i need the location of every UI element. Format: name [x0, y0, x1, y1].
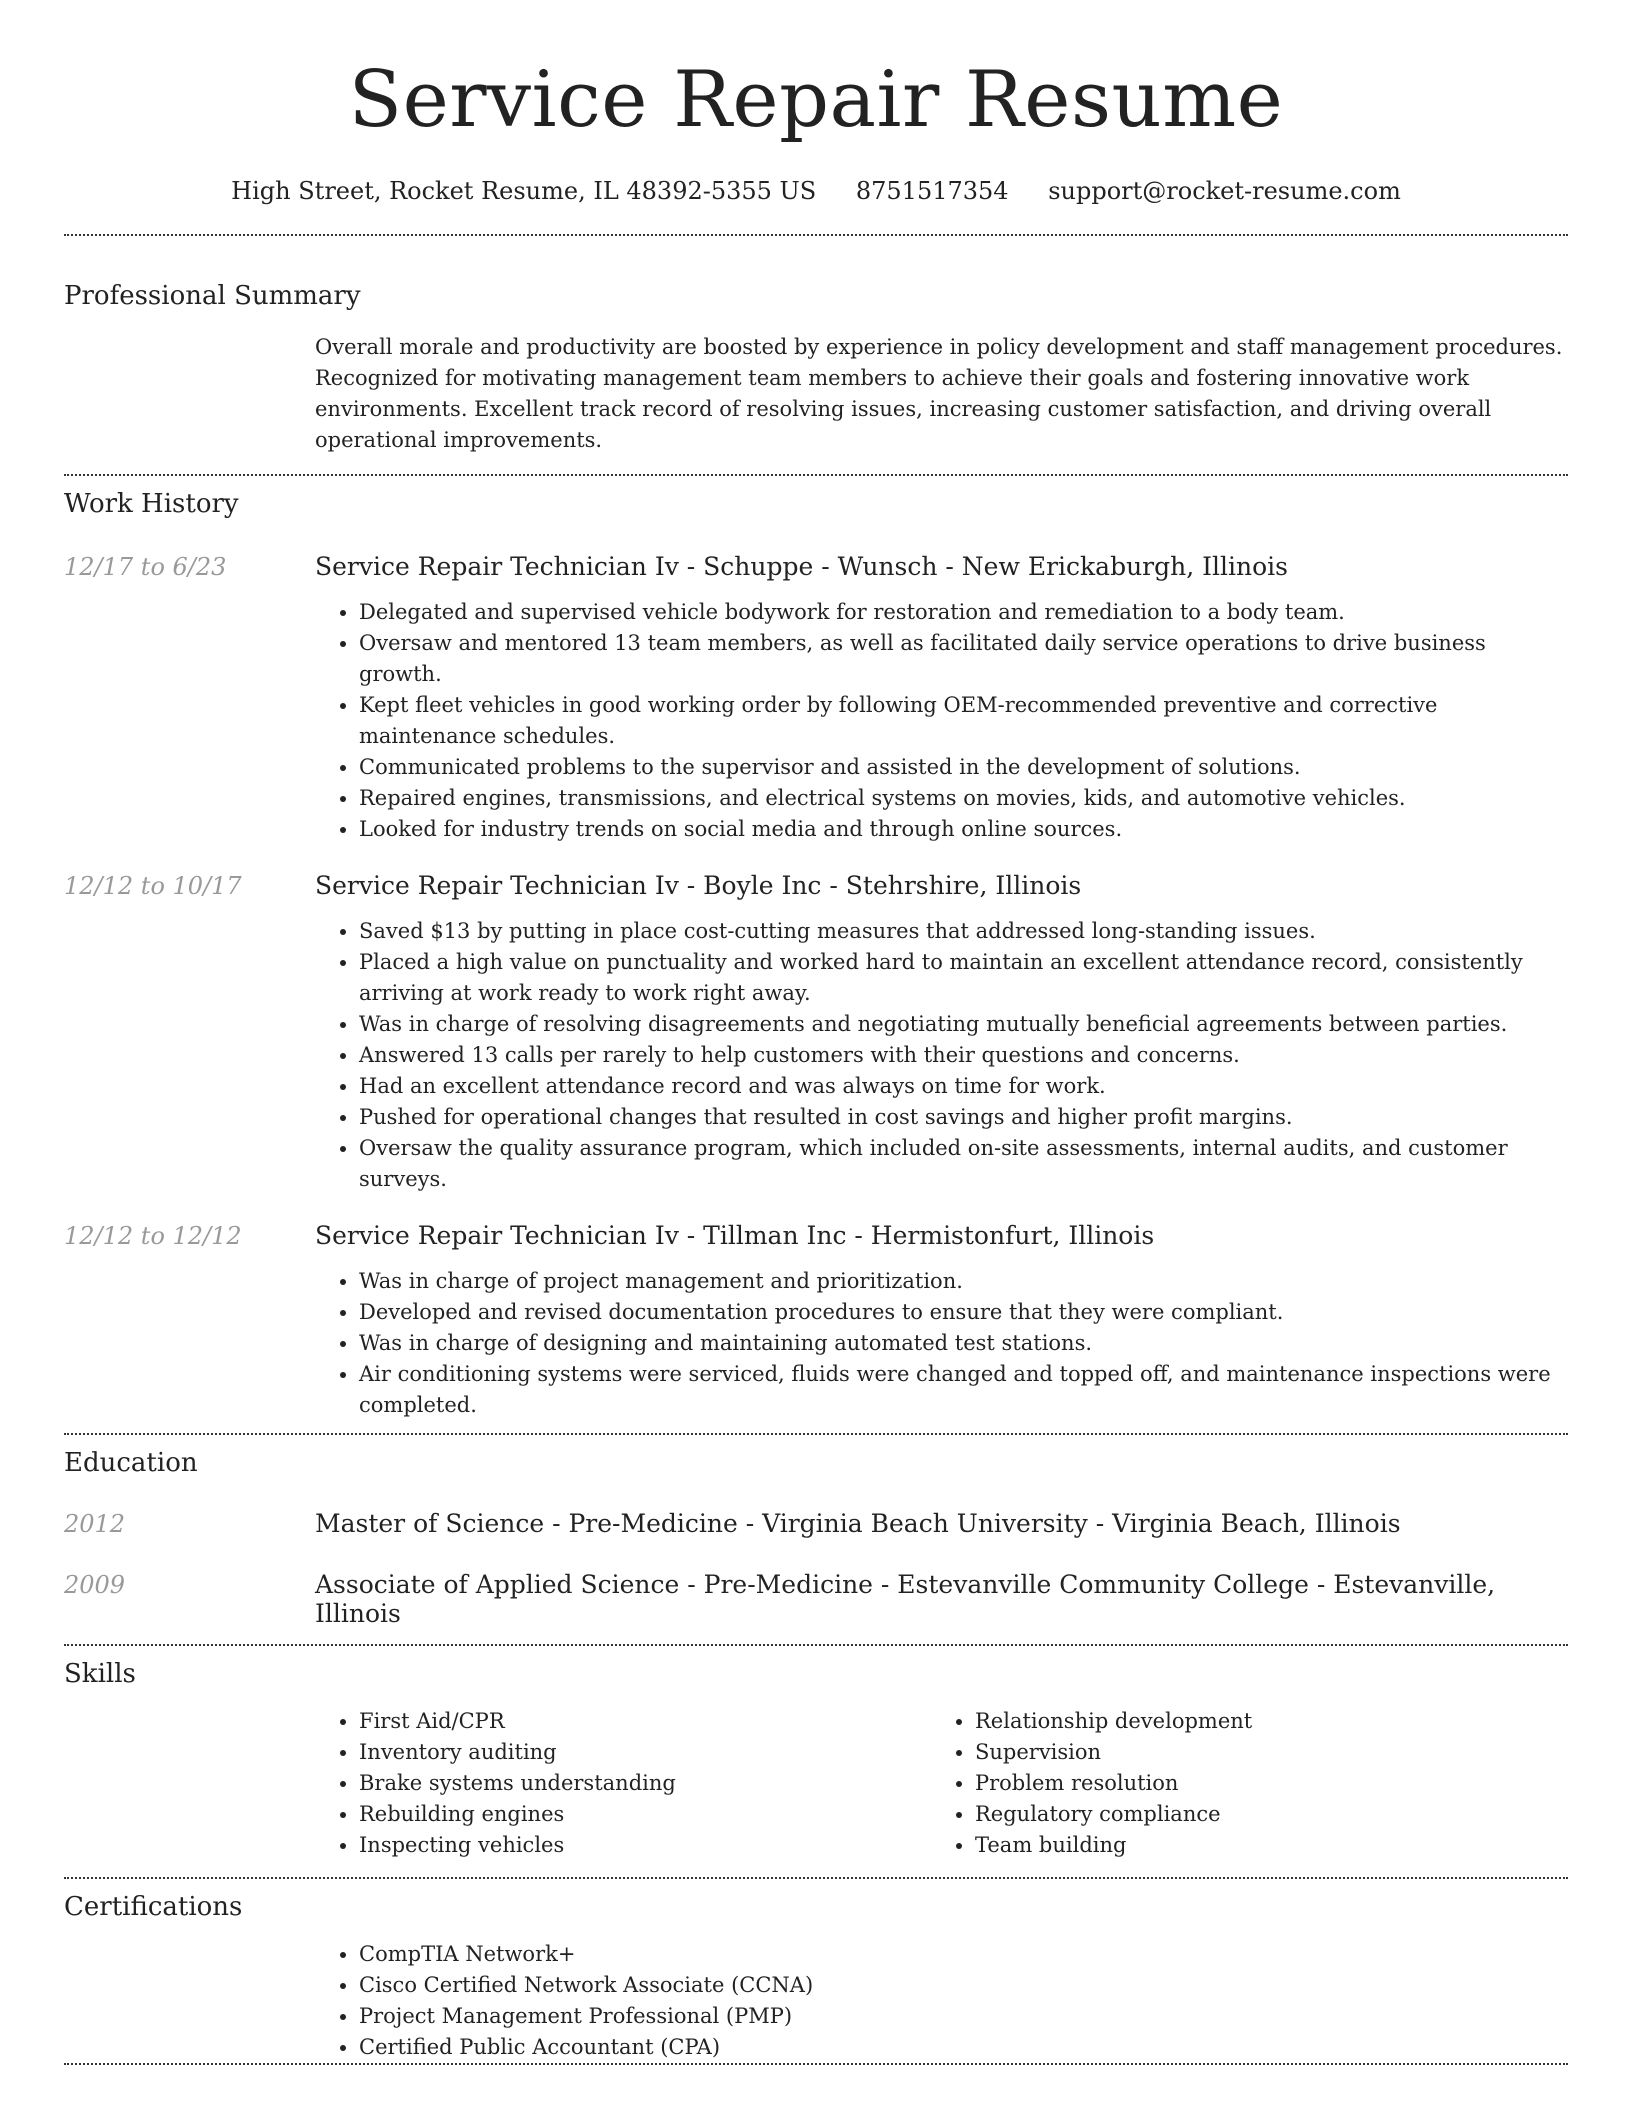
list-item: • Was in charge of designing and maintaining automated test stations.	[359, 1328, 1568, 1359]
list-item: • Developed and revised documentation procedures to ensure that they were compliant.	[359, 1297, 1568, 1328]
certifications-list	[315, 1939, 1568, 2063]
education-degree: Master of Science - Pre-Medicine - Virginia Beach University - Virginia Beach, Illinois	[315, 1509, 1401, 1538]
list-item: • Had an excellent attendance record and was always on time for work.	[359, 1071, 1568, 1102]
list-item: • Kept fleet vehicles in good working order by following OEM-recommended preventive and corrective maintenance schedules.	[359, 690, 1568, 752]
section-divider	[64, 474, 1568, 476]
job-title: Service Repair Technician Iv - Tillman Inc - Hermistonfurt, Illinois	[315, 1221, 1155, 1250]
job-bullets	[315, 1266, 1568, 1421]
skills-columns	[315, 1706, 1568, 1861]
list-item: • First Aid/CPR	[359, 1706, 931, 1737]
certifications-heading: Certifications	[64, 1892, 243, 1922]
section-divider	[64, 234, 1568, 236]
education-year: 2012	[64, 1510, 126, 1538]
list-item: • Inventory auditing	[359, 1737, 931, 1768]
list-item: • Air conditioning systems were serviced, fluids were changed and topped off, and maintenance inspections were completed.	[359, 1359, 1568, 1421]
skills-list-left	[315, 1706, 931, 1861]
summary-text: Overall morale and productivity are boosted by experience in policy development and staff management procedures. Recognized for motivating management team members to achieve their goals and fostering innovative work environments. Excellent track record of resolving issues, increasing customer satisfaction, and driving overall operational improvements.	[315, 335, 1563, 452]
section-divider	[64, 1644, 1568, 1646]
resume-page	[64, 0, 1568, 2065]
section-divider	[64, 1433, 1568, 1435]
job-bullets	[315, 916, 1568, 1195]
section-divider	[64, 2063, 1568, 2065]
education-heading: Education	[64, 1448, 198, 1478]
list-item: • Cisco Certified Network Associate (CCNA)	[359, 1970, 1568, 2001]
skills-list-right	[931, 1706, 1547, 1861]
job-entry	[64, 1221, 1568, 1421]
list-item: • Supervision	[975, 1737, 1547, 1768]
list-item: • Oversaw and mentored 13 team members, as well as facilitated daily service operations to drive business growth.	[359, 628, 1568, 690]
list-item: • Pushed for operational changes that resulted in cost savings and higher profit margins.	[359, 1102, 1568, 1133]
contact-address: High Street, Rocket Resume, IL 48392-5355 US	[231, 177, 817, 205]
list-item: • Inspecting vehicles	[359, 1830, 931, 1861]
resume-title: Service Repair Resume	[348, 55, 1284, 145]
list-item: • Was in charge of project management and prioritization.	[359, 1266, 1568, 1297]
job-entry	[64, 552, 1568, 845]
list-item: • Regulatory compliance	[975, 1799, 1547, 1830]
list-item: • Certified Public Accountant (CPA)	[359, 2032, 1568, 2063]
list-item: • Saved $13 by putting in place cost-cutting measures that addressed long-standing issues.	[359, 916, 1568, 947]
job-title: Service Repair Technician Iv - Boyle Inc - Stehrshire, Illinois	[315, 871, 1082, 900]
education-degree: Associate of Applied Science - Pre-Medicine - Estevanville Community College - Estevanville, Illinois	[315, 1570, 1496, 1628]
job-dates: 12/17 to 6/23	[64, 553, 227, 581]
list-item: • Project Management Professional (PMP)	[359, 2001, 1568, 2032]
list-item: • Placed a high value on punctuality and worked hard to maintain an excellent attendance record, consistently arriving at work ready to work right away.	[359, 947, 1568, 1009]
list-item: • Communicated problems to the supervisor and assisted in the development of solutions.	[359, 752, 1568, 783]
section-divider	[64, 1877, 1568, 1879]
list-item: • Repaired engines, transmissions, and electrical systems on movies, kids, and automotive vehicles.	[359, 783, 1568, 814]
list-item: • CompTIA Network+	[359, 1939, 1568, 1970]
education-year: 2009	[64, 1571, 126, 1599]
contact-email: support@rocket-resume.com	[1048, 177, 1401, 205]
job-entry	[64, 871, 1568, 1195]
job-dates: 12/12 to 10/17	[64, 872, 242, 900]
list-item: • Was in charge of resolving disagreements and negotiating mutually beneficial agreements between parties.	[359, 1009, 1568, 1040]
list-item: • Delegated and supervised vehicle bodywork for restoration and remediation to a body team.	[359, 597, 1568, 628]
contact-line	[64, 176, 1568, 206]
list-item: • Brake systems understanding	[359, 1768, 931, 1799]
contact-phone: 8751517354	[855, 177, 1009, 205]
education-entry	[64, 1509, 1568, 1538]
list-item: • Looked for industry trends on social media and through online sources.	[359, 814, 1568, 845]
list-item: • Team building	[975, 1830, 1547, 1861]
summary-heading: Professional Summary	[64, 281, 361, 311]
list-item: • Oversaw the quality assurance program, which included on-site assessments, internal audits, and customer surveys.	[359, 1133, 1568, 1195]
list-item: • Relationship development	[975, 1706, 1547, 1737]
skills-heading: Skills	[64, 1659, 136, 1689]
list-item: • Problem resolution	[975, 1768, 1547, 1799]
education-entry	[64, 1570, 1568, 1628]
job-title: Service Repair Technician Iv - Schuppe - Wunsch - New Erickaburgh, Illinois	[315, 552, 1288, 581]
work-history-heading: Work History	[64, 489, 239, 519]
list-item: • Rebuilding engines	[359, 1799, 931, 1830]
list-item: • Answered 13 calls per rarely to help customers with their questions and concerns.	[359, 1040, 1568, 1071]
job-bullets	[315, 597, 1568, 845]
job-dates: 12/12 to 12/12	[64, 1222, 242, 1250]
